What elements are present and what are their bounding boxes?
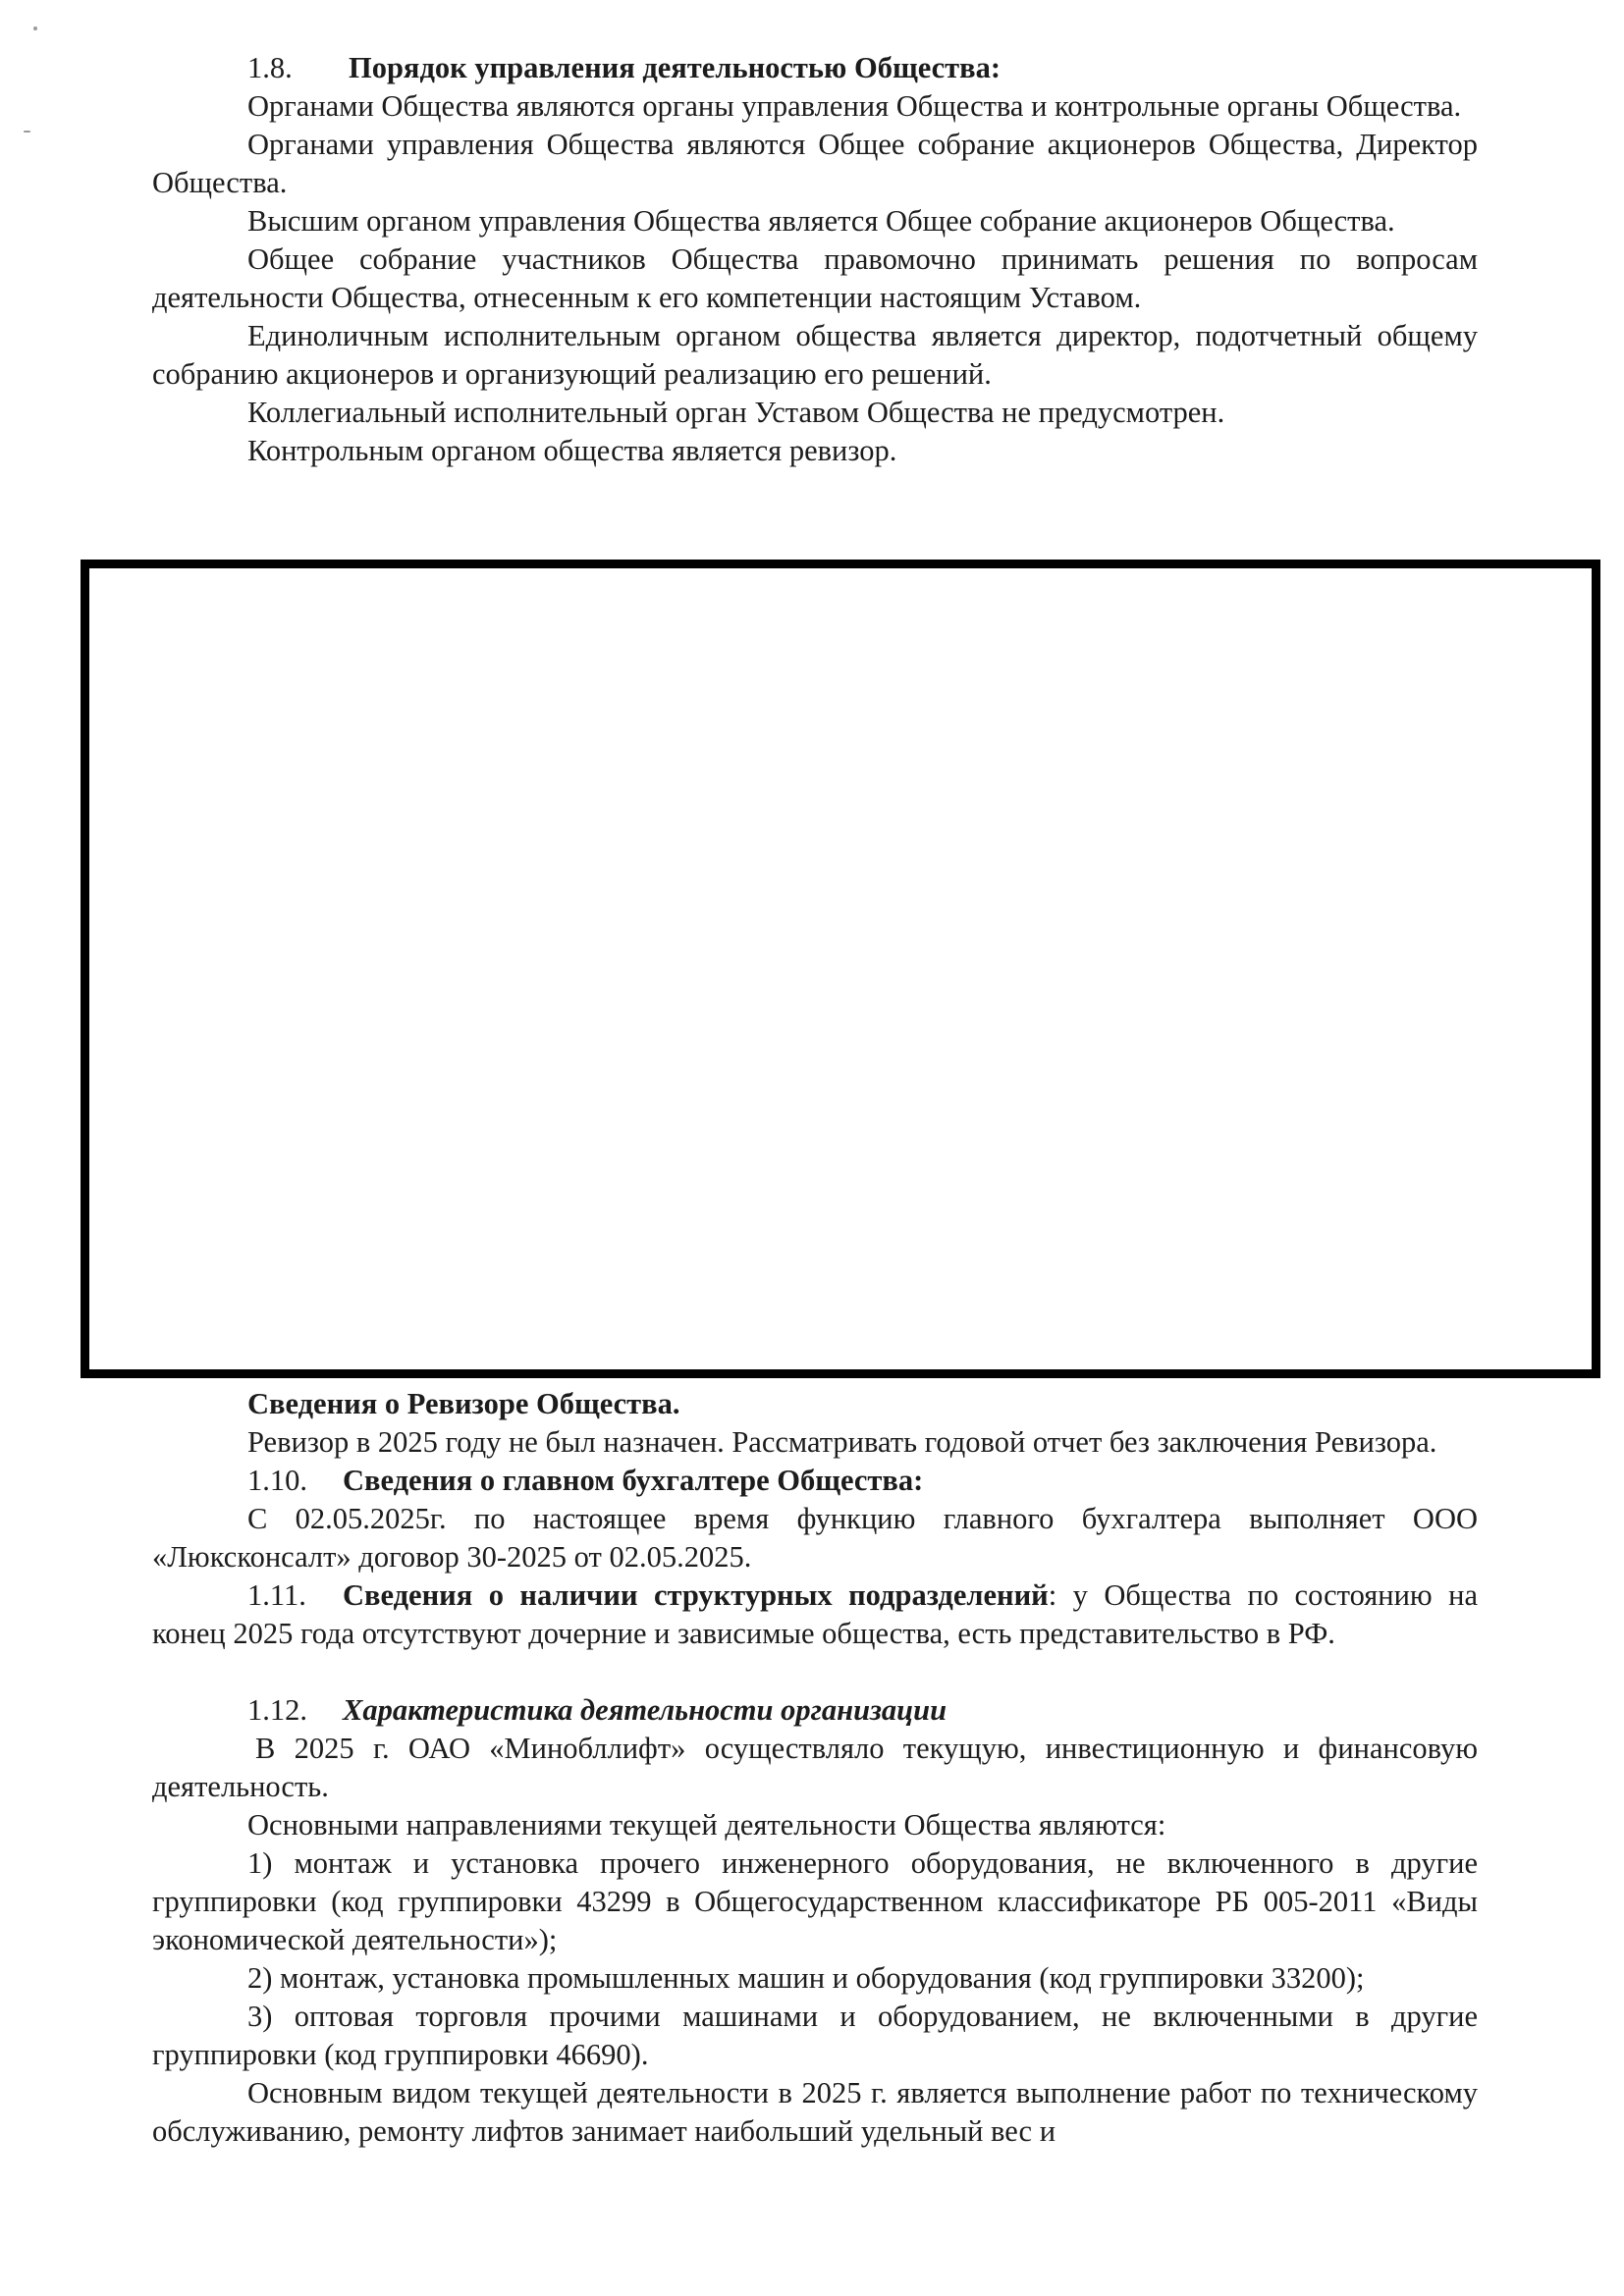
section-title: Порядок управления деятельностью Общества:	[349, 51, 1001, 84]
section-number: 1.8.	[247, 51, 293, 84]
scan-speck	[33, 27, 37, 30]
paragraph: В 2025 г. ОАО «Минобллифт» осуществляло текущую, инвестиционную и финансовую деятельность.	[152, 1732, 1478, 1803]
section-title: Сведения о наличии структурных подразделений	[343, 1578, 1049, 1612]
section-number: 1.10.	[247, 1464, 307, 1497]
paragraph: Коллегиальный исполнительный орган Уставом Общества не предусмотрен.	[247, 396, 1225, 429]
accountant-paragraph: С 02.05.2025г. по настоящее время функцию главного бухгалтера выполняет ООО «Люксконсалт» договор 30-2025 от 02.05.2025.	[152, 1502, 1478, 1574]
paragraph: Основными направлениями текущей деятельности Общества являются:	[247, 1808, 1166, 1842]
paragraph: Общее собрание участников Общества правомочно принимать решения по вопросам деятельности Общества, отнесенным к его компетенции настоящим Уставом.	[152, 242, 1478, 314]
paragraph: Основным видом текущей деятельности в 2025 г. является выполнение работ по техническому обслуживанию, ремонту лифтов занимает наибольший удельный вес и	[152, 2076, 1478, 2148]
section-heading-1-8	[152, 49, 1478, 87]
list-item: 3) оптовая торговля прочими машинами и оборудованием, не включенными в другие группировки (код группировки 46690).	[152, 2000, 1478, 2071]
paragraph: Контрольным органом общества является ревизор.	[247, 434, 897, 467]
paragraph: Высшим органом управления Общества является Общее собрание акционеров Общества.	[247, 204, 1395, 238]
list-item: 2) монтаж, установка промышленных машин и оборудования (код группировки 33200);	[247, 1961, 1365, 1995]
paragraph: Органами управления Общества являются Общее собрание акционеров Общества, Директор Общества.	[152, 128, 1478, 199]
paragraph: Органами Общества являются органы управления Общества и контрольные органы Общества.	[247, 89, 1462, 123]
section-1-11-paragraph	[152, 1576, 1478, 1653]
section-title: Характеристика деятельности организации	[343, 1693, 947, 1727]
paragraph: Единоличным исполнительным органом общества является директор, подотчетный общему собранию акционеров и организующий реализацию его решений.	[152, 319, 1478, 391]
section-title: Сведения о главном бухгалтере Общества:	[343, 1464, 924, 1497]
redacted-area	[81, 560, 1600, 1378]
section-heading-1-10	[152, 1462, 1478, 1500]
scan-speck	[24, 131, 30, 133]
section-number: 1.12.	[247, 1693, 307, 1727]
company-details-section	[152, 1385, 1478, 2151]
list-item: 1) монтаж и установка прочего инженерного оборудования, не включенного в другие группировки (код группировки 43299 в Общегосударственном классификаторе РБ 005-2011 «Виды экономической деятельности»);	[152, 1846, 1478, 1956]
section-number: 1.11.	[247, 1578, 306, 1612]
section-heading-1-12	[152, 1691, 1478, 1730]
revisor-heading: Сведения о Ревизоре Общества.	[247, 1387, 680, 1420]
governance-section	[152, 49, 1478, 470]
revisor-paragraph: Ревизор в 2025 году не был назначен. Рассматривать годовой отчет без заключения Ревизора.	[247, 1425, 1437, 1459]
section-text: : у Общества по состоянию на конец 2025 года отсутствуют дочерние и зависимые общества, есть представительство в РФ.	[152, 1578, 1479, 1650]
